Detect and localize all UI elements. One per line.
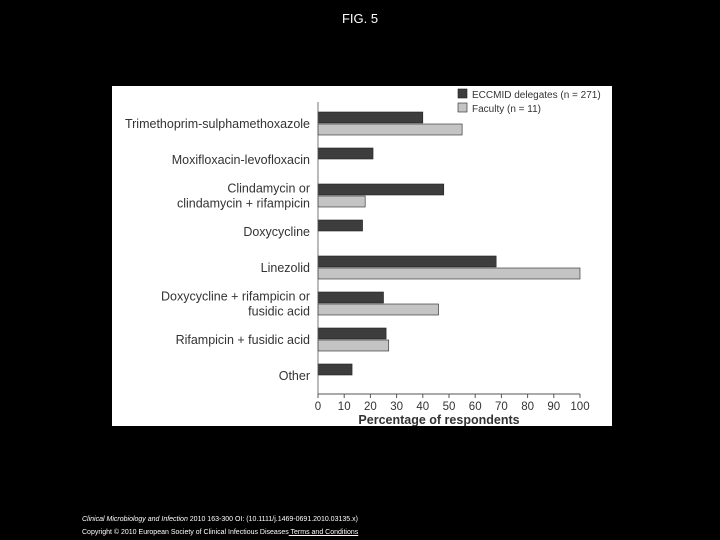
- category-label: fusidic acid: [248, 304, 310, 319]
- legend-label: Faculty (n = 11): [472, 104, 542, 115]
- category-label: clindamycin + rifampicin: [176, 196, 310, 211]
- category-label: Linezolid: [260, 261, 310, 275]
- bar-delegates: [318, 292, 384, 303]
- copyright-text: Copyright © 2010 European Society of Clinical Infectious Diseases: [82, 529, 289, 536]
- footer-copyright: [82, 529, 358, 536]
- x-tick-label: 70: [495, 401, 508, 413]
- bar-faculty: [318, 340, 389, 351]
- chart-panel: [112, 86, 612, 426]
- bar-delegates: [318, 184, 444, 195]
- bar-delegates: [318, 256, 496, 267]
- x-tick-label: 40: [416, 401, 430, 413]
- bar-delegates: [318, 148, 373, 159]
- category-label: Trimethoprim-sulphamethoxazole: [124, 117, 310, 131]
- legend-label: ECCMID delegates (n = 271): [472, 90, 601, 101]
- x-tick-label: 100: [570, 401, 590, 413]
- citation-text: 2010 163-300 OI: (10.1111/j.1469-0691.2010.03135.x): [187, 516, 358, 523]
- bar-faculty: [318, 268, 580, 279]
- x-tick-label: 10: [337, 401, 351, 413]
- category-label: Rifampicin + fusidic acid: [175, 333, 310, 347]
- category-label: Clindamycin or: [227, 181, 310, 196]
- x-tick-label: 0: [314, 401, 322, 413]
- bar-faculty: [318, 124, 462, 135]
- terms-link[interactable]: Terms and Conditions: [288, 529, 359, 536]
- x-tick-label: 60: [468, 401, 482, 413]
- bar-faculty: [318, 304, 439, 315]
- x-tick-label: 30: [390, 401, 403, 413]
- category-label: Moxifloxacin-levofloxacin: [171, 153, 310, 167]
- footer-citation: [82, 516, 358, 523]
- x-axis-label: Percentage of respondents: [358, 413, 520, 426]
- bar-chart: [112, 86, 612, 426]
- category-label: Doxycycline + rifampicin or: [160, 289, 310, 304]
- bar-delegates: [318, 220, 363, 231]
- x-tick-label: 80: [521, 401, 534, 413]
- bar-faculty: [318, 196, 365, 207]
- category-label: Doxycycline: [243, 225, 310, 239]
- x-tick-label: 20: [364, 401, 377, 413]
- bar-delegates: [318, 328, 386, 339]
- journal-name: Clinical Microbiology and Infection: [82, 516, 188, 523]
- x-tick-label: 50: [442, 401, 456, 413]
- legend-swatch: [458, 89, 467, 98]
- bar-delegates: [318, 364, 352, 375]
- category-label: Other: [278, 369, 310, 383]
- x-tick-label: 90: [547, 401, 561, 413]
- figure-title: FIG. 5: [341, 11, 379, 26]
- legend-swatch: [458, 103, 467, 112]
- bar-delegates: [318, 112, 423, 123]
